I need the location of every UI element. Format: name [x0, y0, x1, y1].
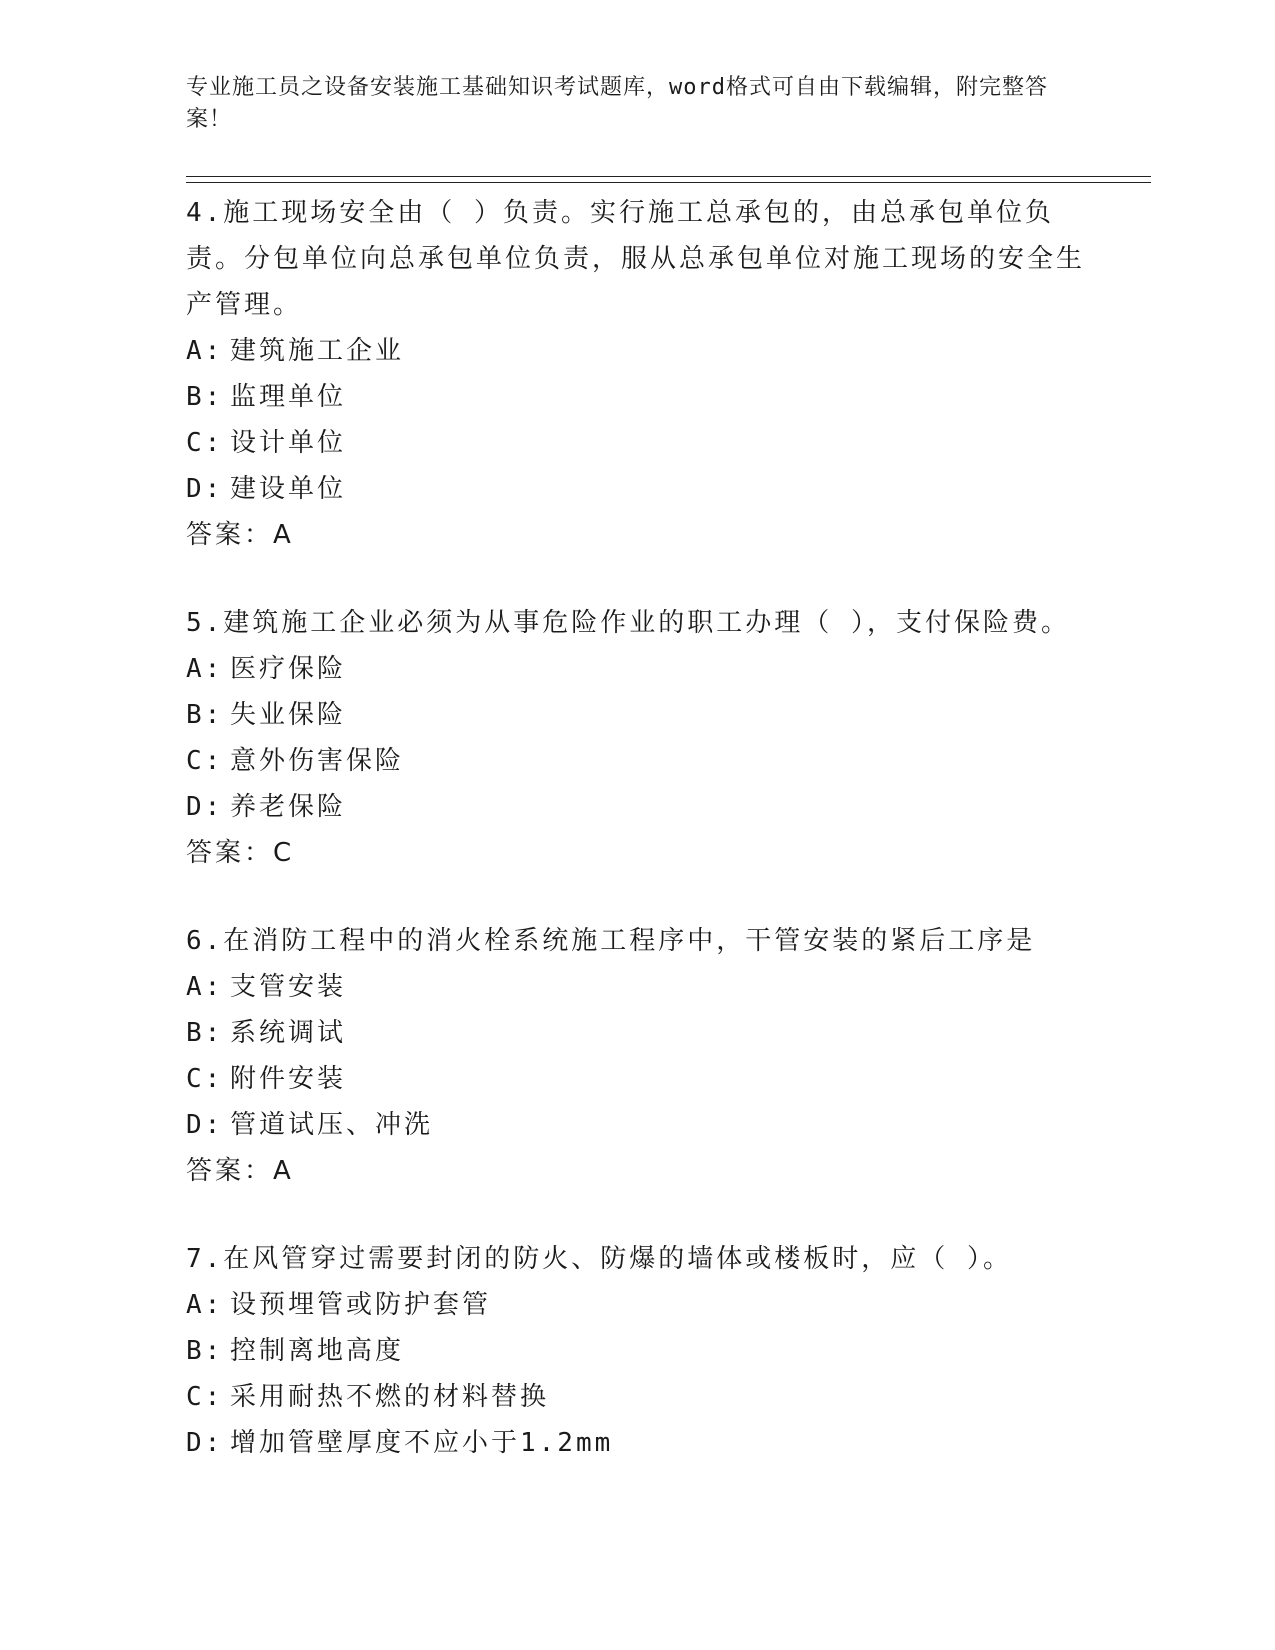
header-divider-top [186, 176, 1151, 177]
option-b [186, 1010, 1086, 1056]
question-6 [186, 918, 1086, 1194]
option-text: 附件安装 [230, 1064, 347, 1094]
option-letter: A: [186, 654, 224, 684]
option-letter: B: [186, 1018, 224, 1048]
option-d [186, 1420, 1086, 1466]
question-stem: 6.在消防工程中的消火栓系统施工程序中，干管安装的紧后工序是 [186, 926, 1036, 956]
question-stem: 5.建筑施工企业必须为从事危险作业的职工办理（ ），支付保险费。 [186, 608, 1070, 638]
option-text: 设计单位 [230, 428, 347, 458]
option-text: 养老保险 [230, 792, 347, 822]
question-7 [186, 1236, 1086, 1466]
question-stem: 4.施工现场安全由（ ）负责。实行施工总承包的，由总承包单位负责。分包单位向总承包单位负责，服从总承包单位对施工现场的安全生产管理。 [186, 198, 1086, 320]
option-a [186, 328, 1086, 374]
option-c [186, 1056, 1086, 1102]
option-letter: B: [186, 700, 224, 730]
option-text: 医疗保险 [230, 654, 347, 684]
option-a [186, 964, 1086, 1010]
option-text: 建筑施工企业 [230, 336, 405, 366]
option-letter: A: [186, 972, 224, 1002]
question-spacer [186, 876, 1086, 918]
option-letter: C: [186, 1064, 224, 1094]
option-a [186, 646, 1086, 692]
option-letter: B: [186, 382, 224, 412]
question-5 [186, 600, 1086, 876]
option-text: 控制离地高度 [230, 1336, 405, 1366]
option-a [186, 1282, 1086, 1328]
option-b [186, 374, 1086, 420]
header-divider-bottom [186, 182, 1151, 183]
option-letter: C: [186, 746, 224, 776]
answer-line: 答案：A [186, 1156, 294, 1186]
option-letter: D: [186, 474, 224, 504]
option-d [186, 1102, 1086, 1148]
option-letter: D: [186, 792, 224, 822]
option-letter: A: [186, 1290, 224, 1320]
option-letter: D: [186, 1110, 224, 1140]
document-intro: 专业施工员之设备安装施工基础知识考试题库，word格式可自由下载编辑，附完整答案！ [186, 75, 1048, 132]
option-text: 增加管壁厚度不应小于1.2mm [230, 1428, 614, 1458]
option-c [186, 1374, 1086, 1420]
answer-line: 答案：A [186, 520, 294, 550]
option-text: 设预埋管或防护套管 [230, 1290, 492, 1320]
option-b [186, 692, 1086, 738]
option-text: 支管安装 [230, 972, 347, 1002]
option-letter: D: [186, 1428, 224, 1458]
option-letter: C: [186, 1382, 224, 1412]
option-letter: A: [186, 336, 224, 366]
question-spacer [186, 558, 1086, 600]
option-text: 采用耐热不燃的材料替换 [230, 1382, 550, 1412]
option-text: 意外伤害保险 [230, 746, 405, 776]
option-letter: B: [186, 1336, 224, 1366]
option-text: 监理单位 [230, 382, 347, 412]
option-text: 管道试压、冲洗 [230, 1110, 434, 1140]
question-4 [186, 190, 1086, 558]
option-d [186, 466, 1086, 512]
option-letter: C: [186, 428, 224, 458]
answer-line: 答案：C [186, 838, 295, 868]
option-text: 失业保险 [230, 700, 347, 730]
question-stem: 7.在风管穿过需要封闭的防火、防爆的墙体或楼板时，应（ ）。 [186, 1244, 1012, 1274]
question-spacer [186, 1194, 1086, 1236]
option-b [186, 1328, 1086, 1374]
option-c [186, 738, 1086, 784]
option-text: 系统调试 [230, 1018, 347, 1048]
option-d [186, 784, 1086, 830]
question-list [186, 190, 1086, 1466]
option-text: 建设单位 [230, 474, 347, 504]
option-c [186, 420, 1086, 466]
